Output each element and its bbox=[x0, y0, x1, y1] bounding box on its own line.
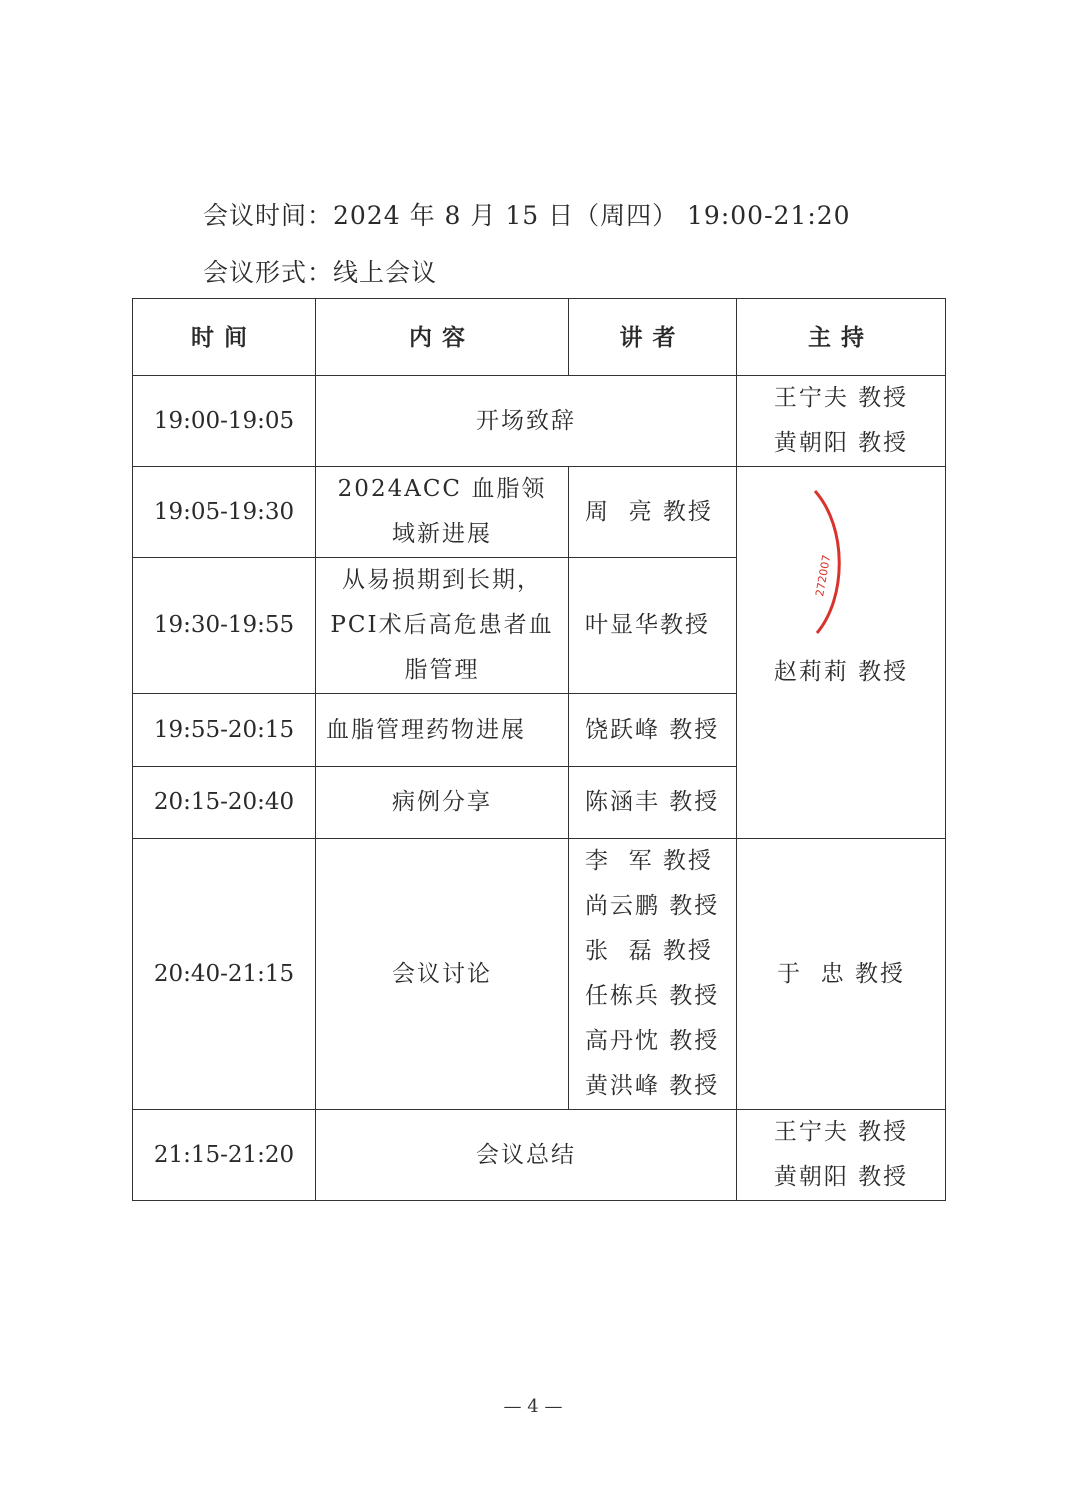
content-cell bbox=[316, 694, 569, 767]
speaker-cell bbox=[569, 839, 737, 1110]
header-content: 内容 bbox=[316, 299, 569, 376]
schedule-table bbox=[132, 298, 946, 1201]
content-cell bbox=[316, 767, 569, 839]
host-name: 赵莉莉 教授 bbox=[773, 659, 909, 685]
table-header-row bbox=[133, 299, 946, 376]
speaker-name: 陈涵丰 教授 bbox=[585, 789, 720, 815]
content-text: 会议总结 bbox=[476, 1141, 576, 1168]
table-row bbox=[133, 376, 946, 467]
speaker-name: 黄洪峰 教授 bbox=[585, 1073, 720, 1099]
content-text: 从易损期到长期，PCI术后高危患者血脂管理 bbox=[330, 567, 554, 683]
host-name: 王宁夫 教授 bbox=[773, 1119, 909, 1145]
content-text: 病例分享 bbox=[392, 789, 492, 815]
speaker-name: 任栋兵 教授 bbox=[585, 983, 720, 1009]
speaker-name: 张 磊 教授 bbox=[585, 938, 713, 964]
content-cell bbox=[316, 1110, 737, 1201]
header-time: 时间 bbox=[133, 299, 316, 376]
host-name: 王宁夫 教授 bbox=[773, 385, 909, 411]
speaker-cell bbox=[569, 767, 737, 839]
speaker-name: 周 亮 教授 bbox=[585, 498, 713, 525]
speaker-cell bbox=[569, 467, 737, 558]
content-text: 血脂管理药物进展 bbox=[326, 716, 526, 743]
time-cell: 19:05-19:30 bbox=[133, 467, 316, 558]
meeting-time: 会议时间：2024 年 8 月 15 日（周四） 19:00-21:20 bbox=[203, 201, 851, 230]
content-cell bbox=[316, 467, 569, 558]
speaker-cell bbox=[569, 558, 737, 694]
speaker-name: 李 军 教授 bbox=[585, 848, 713, 874]
seal-text: 272007 bbox=[813, 553, 834, 598]
host-name: 黄朝阳 教授 bbox=[773, 1164, 909, 1190]
meeting-format: 会议形式：线上会议 bbox=[203, 258, 438, 287]
host-cell bbox=[737, 839, 946, 1110]
host-cell bbox=[737, 1110, 946, 1201]
seal-stamp bbox=[809, 487, 849, 637]
time-cell: 21:15-21:20 bbox=[133, 1110, 316, 1201]
speaker-name: 饶跃峰 教授 bbox=[585, 716, 720, 743]
content-text: 开场致辞 bbox=[476, 407, 576, 434]
content-text: 会议讨论 bbox=[392, 960, 492, 987]
content-text: 2024ACC 血脂领域新进展 bbox=[337, 476, 547, 547]
time-cell: 20:40-21:15 bbox=[133, 839, 316, 1110]
table-row bbox=[133, 467, 946, 558]
host-cell bbox=[737, 376, 946, 467]
speaker-name: 高丹忱 教授 bbox=[585, 1028, 720, 1054]
time-cell: 19:30-19:55 bbox=[133, 558, 316, 694]
speaker-name: 叶显华教授 bbox=[585, 612, 710, 638]
speaker-name: 尚云鹏 教授 bbox=[585, 893, 720, 919]
time-cell: 19:00-19:05 bbox=[133, 376, 316, 467]
content-cell bbox=[316, 839, 569, 1110]
page-number: — 4 — bbox=[503, 1396, 563, 1417]
host-cell bbox=[737, 467, 946, 839]
time-cell: 20:15-20:40 bbox=[133, 767, 316, 839]
table-row bbox=[133, 839, 946, 1110]
host-name: 于 忠 教授 bbox=[777, 960, 905, 987]
table-row bbox=[133, 1110, 946, 1201]
content-cell bbox=[316, 376, 737, 467]
header-speaker: 讲者 bbox=[569, 299, 737, 376]
host-name: 黄朝阳 教授 bbox=[773, 430, 909, 456]
speaker-cell bbox=[569, 694, 737, 767]
content-cell bbox=[316, 558, 569, 694]
time-cell: 19:55-20:15 bbox=[133, 694, 316, 767]
header-host: 主持 bbox=[737, 299, 946, 376]
